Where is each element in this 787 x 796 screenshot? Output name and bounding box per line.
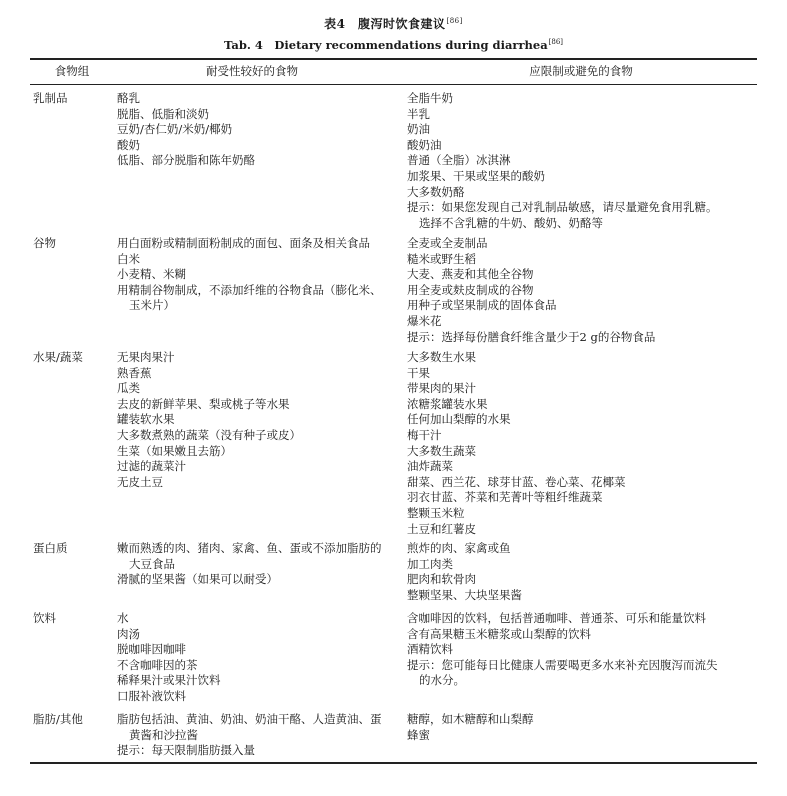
category-fruits-vegetables: 水果/蔬菜 [33, 350, 83, 364]
list-item: 浓糖浆罐装水果 [407, 396, 488, 411]
tip-text: 提示：每天限制脂肪摄入量 [117, 743, 255, 758]
list-item: 脂肪包括油、黄油、奶油、奶油干酪、人造黄油、蛋 [117, 712, 382, 726]
category-dairy: 乳制品 [33, 91, 68, 105]
list-item-continued: 黄酱和沙拉酱 [129, 727, 198, 742]
list-item: 糙米或野生稻 [407, 251, 476, 266]
list-item: 酸奶 [117, 137, 140, 152]
header-food-group: 食物组 [54, 64, 90, 78]
list-item: 无果肉果汁 [117, 350, 175, 364]
list-item: 脱咖啡因咖啡 [117, 642, 186, 657]
list-item: 豆奶/杏仁奶/米奶/椰奶 [117, 122, 233, 137]
list-item: 含咖啡因的饮料，包括普通咖啡、普通茶、可乐和能量饮料 [407, 611, 706, 625]
title-cn-text: 表4 腹泻时饮食建议 [324, 17, 446, 31]
list-item: 爆米花 [407, 313, 442, 328]
list-item: 大多数生蔬菜 [407, 443, 476, 458]
list-item: 用全麦或麸皮制成的谷物 [407, 282, 534, 297]
header-tolerated-foods: 耐受性较好的食物 [206, 64, 298, 78]
category-fats-other: 脂肪/其他 [33, 712, 83, 726]
list-item: 梅干汁 [407, 427, 442, 442]
list-item: 瓜类 [117, 381, 140, 396]
list-item: 半乳 [407, 106, 430, 121]
protein-restricted-list [407, 541, 522, 603]
top-rule [30, 58, 757, 60]
list-item: 大多数煮熟的蔬菜（没有种子或皮） [117, 427, 301, 442]
list-item: 含有高果糖玉米糖浆或山梨醇的饮料 [407, 626, 591, 641]
tip-text: 提示：选择每份膳食纤维含量少于2 g的谷物食品 [407, 329, 656, 344]
list-item: 滑腻的坚果酱（如果可以耐受） [117, 572, 278, 587]
protein-tolerated-list [117, 541, 382, 588]
list-item: 奶油 [407, 122, 430, 137]
list-item: 甜菜、西兰花、球芽甘蓝、卷心菜、花椰菜 [407, 474, 626, 489]
list-item: 煎炸的肉、家禽或鱼 [407, 541, 511, 555]
list-item: 肉汤 [117, 626, 140, 641]
list-item: 低脂、部分脱脂和陈年奶酪 [117, 153, 255, 168]
list-item-continued: 玉米片） [129, 298, 175, 313]
beverages-tolerated-list [117, 611, 221, 705]
list-item: 酒精饮料 [407, 642, 453, 657]
list-item: 用种子或坚果制成的固体食品 [407, 298, 557, 313]
list-item: 生菜（如果嫩且去筋） [117, 443, 232, 458]
title-en-text: Tab. 4 Dietary recommendations during diarrhea [223, 38, 548, 52]
list-item: 水 [117, 611, 129, 625]
fats-other-tolerated-list [117, 712, 382, 759]
list-item: 大麦、燕麦和其他全谷物 [407, 267, 534, 282]
list-item: 不含咖啡因的茶 [117, 657, 198, 672]
list-item: 小麦精、米糊 [117, 267, 186, 282]
list-item: 整颗玉米粒 [407, 505, 465, 520]
list-item-continued: 大豆食品 [129, 556, 175, 571]
list-item: 土豆和红薯皮 [407, 521, 476, 536]
list-item: 加浆果、干果或坚果的酸奶 [407, 168, 545, 183]
list-item: 口服补液饮料 [117, 688, 186, 703]
tip-text: 提示：如果您发现自己对乳制品敏感，请尽量避免食用乳糖。 [407, 200, 718, 215]
list-item: 干果 [407, 365, 430, 380]
grains-restricted-list [407, 236, 655, 345]
dairy-restricted-list [407, 91, 718, 231]
category-beverages: 饮料 [33, 611, 56, 625]
list-item: 蜂蜜 [407, 727, 430, 742]
list-item: 稀释果汁或果汁饮料 [117, 673, 221, 688]
list-item: 整颗坚果、大块坚果酱 [407, 587, 522, 602]
list-item: 肥肉和软骨肉 [407, 572, 476, 587]
tip-text: 提示：您可能每日比健康人需要喝更多水来补充因腹泻而流失 [407, 657, 718, 672]
list-item: 熟香蕉 [117, 365, 152, 380]
grains-tolerated-list [117, 236, 382, 314]
tip-text-continued: 的水分。 [419, 673, 465, 688]
tip-text-continued: 选择不含乳糖的牛奶、酸奶、奶酪等 [419, 215, 603, 230]
title-en-reference: [86] [548, 38, 564, 47]
list-item: 大多数奶酪 [407, 184, 465, 199]
list-item: 嫩而熟透的肉、猪肉、家禽、鱼、蛋或不添加脂肪的 [117, 541, 382, 555]
header-restricted-foods: 应限制或避免的食物 [529, 64, 633, 78]
list-item: 用白面粉或精制面粉制成的面包、面条及相关食品 [117, 236, 370, 250]
category-protein: 蛋白质 [33, 541, 68, 555]
header-rule [30, 84, 757, 85]
category-grains: 谷物 [33, 236, 56, 250]
list-item: 白米 [117, 251, 140, 266]
list-item: 去皮的新鲜苹果、梨或桃子等水果 [117, 396, 290, 411]
list-item: 普通（全脂）冰淇淋 [407, 153, 511, 168]
fats-other-restricted-list [407, 712, 534, 743]
list-item: 糖醇，如木糖醇和山梨醇 [407, 712, 534, 726]
list-item: 罐装软水果 [117, 412, 175, 427]
list-item: 任何加山梨醇的水果 [407, 412, 511, 427]
list-item: 加工肉类 [407, 556, 453, 571]
list-item: 酪乳 [117, 91, 140, 105]
list-item: 用精制谷物制成，不添加纤维的谷物食品（膨化米、 [117, 282, 382, 297]
list-item: 全脂牛奶 [407, 91, 453, 105]
title-cn-reference: [86] [446, 17, 463, 25]
dairy-tolerated-list [117, 91, 255, 169]
list-item: 酸奶油 [407, 137, 442, 152]
fruits-vegetables-restricted-list [407, 350, 626, 537]
fruits-vegetables-tolerated-list [117, 350, 301, 490]
table-title-cn [0, 15, 787, 32]
list-item: 全麦或全麦制品 [407, 236, 488, 250]
list-item: 大多数生水果 [407, 350, 476, 364]
list-item: 羽衣甘蓝、芥菜和芜菁叶等粗纤维蔬菜 [407, 490, 603, 505]
list-item: 油炸蔬菜 [407, 459, 453, 474]
table-title-en [0, 37, 787, 53]
bottom-rule [30, 762, 757, 764]
list-item: 过滤的蔬菜汁 [117, 459, 186, 474]
list-item: 无皮土豆 [117, 474, 163, 489]
beverages-restricted-list [407, 611, 718, 689]
list-item: 脱脂、低脂和淡奶 [117, 106, 209, 121]
list-item: 带果肉的果汁 [407, 381, 476, 396]
